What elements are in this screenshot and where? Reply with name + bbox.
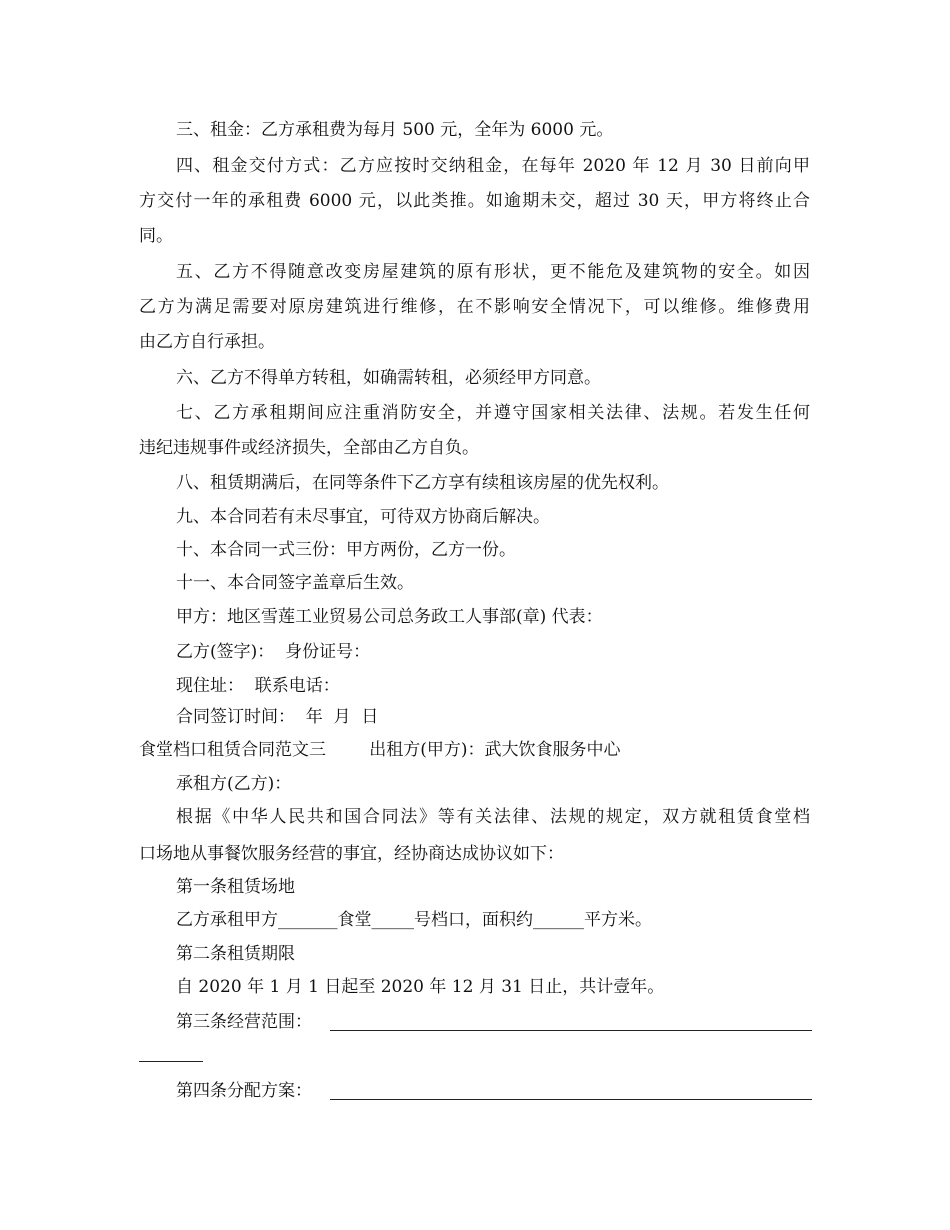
clause-payment-line-1: 四、租金交付方式：乙方应按时交纳租金，在每年 2020 年 12 月 30 日前向甲 <box>176 156 810 176</box>
clause-unresolved: 九、本合同若有未尽事宜，可待双方协商后解决。 <box>176 507 550 527</box>
preamble-line-2: 口场地从事餐饮服务经营的事宜，经协商达成协议如下： <box>139 844 564 864</box>
clause-renewal: 八、租赁期满后，在同等条件下乙方享有续租该房屋的优先权利。 <box>176 473 669 493</box>
lessee-label: 承租方(乙方)： <box>176 774 292 794</box>
article-3-blank-line-continued <box>139 1061 203 1062</box>
clause-alteration-line-1: 五、乙方不得随意改变房屋建筑的原有形状，更不能危及建筑物的安全。如因 <box>176 262 810 282</box>
article-1-heading: 第一条租赁场地 <box>176 877 295 897</box>
party-b-address: 现住址： 联系电话： <box>176 676 340 696</box>
party-a-signature: 甲方：地区雪莲工业贸易公司总务政工人事部(章) 代表： <box>176 607 603 627</box>
clause-payment-line-3: 同。 <box>139 226 173 246</box>
clause-alteration-line-3: 由乙方自行承担。 <box>139 332 275 352</box>
clause-copies: 十、本合同一式三份：甲方两份，乙方一份。 <box>176 540 516 560</box>
article-4-blank-line <box>330 1099 812 1100</box>
clause-sublease: 六、乙方不得单方转租，如确需转租，必须经甲方同意。 <box>176 368 601 388</box>
clause-rent: 三、租金：乙方承租费为每月 500 元，全年为 6000 元。 <box>176 120 614 140</box>
article-3-blank-line <box>330 1030 812 1031</box>
article-4-heading: 第四条分配方案： <box>176 1081 312 1101</box>
clause-effective: 十一、本合同签字盖章后生效。 <box>176 573 414 593</box>
clause-alteration-line-2: 乙方为满足需要对原房建筑进行维修，在不影响安全情况下，可以维修。维修费用 <box>139 297 810 317</box>
party-b-signature: 乙方(签字)： 身份证号： <box>176 642 371 662</box>
article-3-heading: 第三条经营范围： <box>176 1012 312 1032</box>
article-2-heading: 第二条租赁期限 <box>176 944 295 964</box>
clause-safety-line-2: 违纪违规事件或经济损失，全部由乙方自负。 <box>139 438 479 458</box>
article-1-body: 乙方承租甲方_______食堂_____号档口，面积约______平方米。 <box>176 910 652 930</box>
signing-date: 合同签订时间： 年 月 日 <box>176 707 379 727</box>
article-2-body: 自 2020 年 1 月 1 日起至 2020 年 12 月 31 日止，共计壹年。 <box>176 977 665 997</box>
preamble-line-1: 根据《中华人民共和国合同法》等有关法律、法规的规定，双方就租赁食堂档 <box>176 807 810 827</box>
clause-payment-line-2: 方交付一年的承租费 6000 元，以此类推。如逾期未交，超过 30 天，甲方将终止合 <box>139 191 810 211</box>
section-title-sample-3: 食堂档口租赁合同范文三 出租方(甲方)：武大饮食服务中心 <box>139 740 621 760</box>
clause-safety-line-1: 七、乙方承租期间应注重消防安全，并遵守国家相关法律、法规。若发生任何 <box>176 403 810 423</box>
